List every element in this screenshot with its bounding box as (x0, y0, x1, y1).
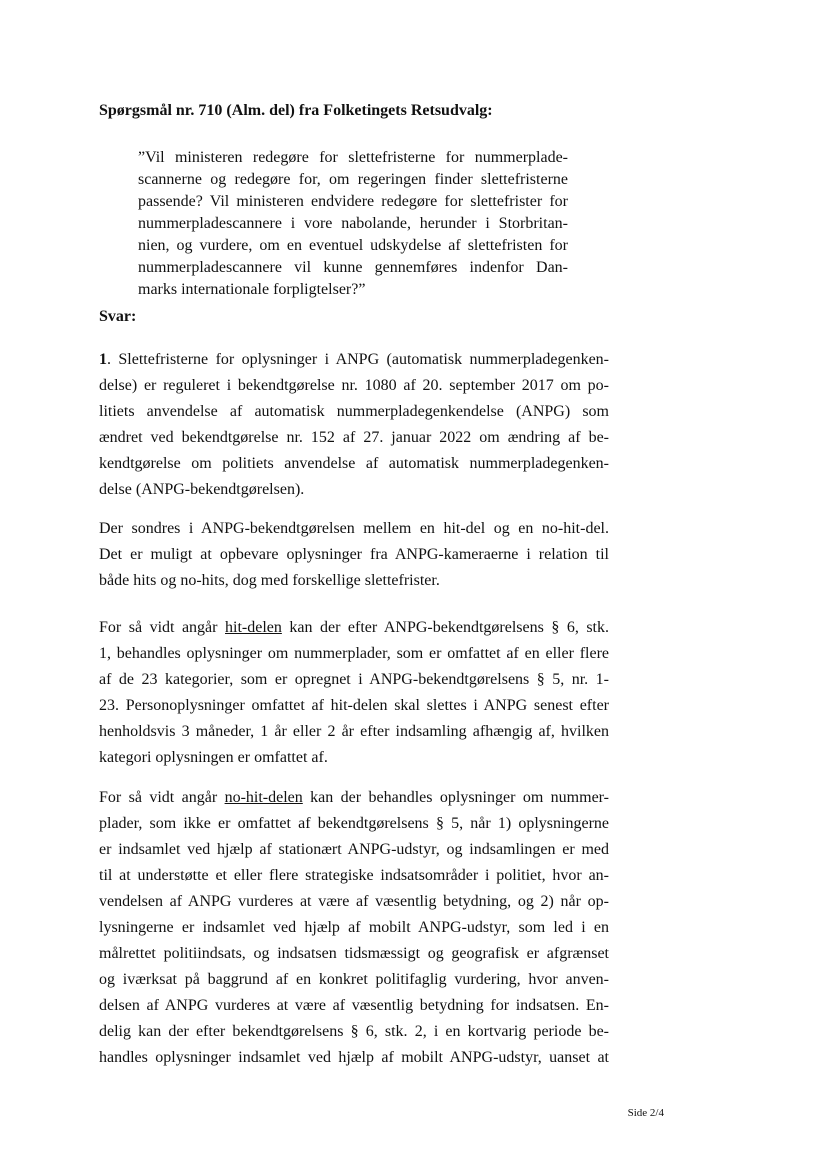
paragraph-line: delse) er reguleret i bekendtgørelse nr. 1080 af 20. september 2017 om po- (99, 377, 609, 394)
paragraph-line: til at understøtte et eller flere strategiske indsatsområder i politiet, hvor an- (99, 867, 609, 884)
paragraph-line: plader, som ikke er omfattet af bekendtgørelsens § 5, når 1) oplysningerne (99, 815, 609, 832)
paragraph-line (99, 347, 609, 373)
paragraph-text: For så vidt angår (99, 789, 225, 806)
question-quote (138, 147, 568, 301)
quote-line: passende? Vil ministeren endvidere redegøre for slettefrister for (138, 193, 568, 210)
paragraph-line: delse (ANPG-bekendtgørelsen). (99, 481, 305, 498)
quote-line: scannerne og redegøre for, om regeringen finder slettefristerne (138, 171, 568, 188)
paragraph-line: litiets anvendelse af automatisk nummerpladegenkendelse (ANPG) som (99, 403, 609, 420)
page-number: Side 2/4 (627, 1107, 664, 1119)
paragraph-line: målrettet politiindsats, og indsatsen tidsmæssigt og geografisk er afgrænset (99, 945, 609, 962)
paragraph-line: kendtgørelse om politiets anvendelse af automatisk nummerpladegenken- (99, 455, 609, 472)
paragraph-line: 23. Personoplysninger omfattet af hit-delen skal slettes i ANPG senest efter (99, 697, 609, 714)
paragraph-line: delig kan der efter bekendtgørelsens § 6, stk. 2, i en kortvarig periode be- (99, 1023, 609, 1040)
quote-line: nummerpladescannere vil kunne gennemføres indenfor Dan- (138, 259, 568, 276)
paragraph-line: Det er muligt at opbevare oplysninger fra ANPG-kameraerne i relation til (99, 546, 609, 563)
answer-heading: Svar: (99, 308, 137, 325)
paragraph-line (99, 785, 609, 811)
paragraph-line: delsen af ANPG vurderes at være af væsentlig betydning for indsatsen. En- (99, 997, 609, 1014)
paragraph-number: 1 (99, 351, 107, 368)
paragraph-line: og iværksat på baggrund af en konkret politifaglig vurdering, hvor anven- (99, 971, 609, 988)
paragraph-line: handles oplysninger indsamlet ved hjælp af mobilt ANPG-udstyr, uanset at (99, 1049, 609, 1066)
question-heading: Spørgsmål nr. 710 (Alm. del) fra Folketingets Retsudvalg: (99, 102, 493, 119)
underlined-term: hit-delen (225, 619, 282, 636)
quote-line: marks internationale forpligtelser?” (138, 281, 366, 298)
paragraph-line: både hits og no-hits, dog med forskellige slettefrister. (99, 572, 440, 589)
quote-line: ”Vil ministeren redegøre for slettefristerne for nummerplade- (138, 149, 568, 166)
quote-line: nummerpladescannere i vore nabolande, herunder i Storbritan- (138, 215, 568, 232)
paragraph-line: lysningerne er indsamlet ved hjælp af mobilt ANPG-udstyr, som led i en (99, 919, 609, 936)
paragraph-line: er indsamlet ved hjælp af stationært ANPG-udstyr, og indsamlingen er med (99, 841, 609, 858)
paragraph-line: Der sondres i ANPG-bekendtgørelsen mellem en hit-del og en no-hit-del. (99, 520, 609, 537)
answer-paragraph-1 (99, 347, 609, 503)
answer-paragraph-2 (99, 516, 609, 594)
paragraph-line: ændret ved bekendtgørelse nr. 152 af 27. januar 2022 om ændring af be- (99, 429, 609, 446)
paragraph-text: kan der efter ANPG-bekendtgørelsens § 6, stk. (281, 619, 609, 636)
paragraph-text: . Slettefristerne for oplysninger i ANPG (automatisk nummerpladegenken- (107, 351, 609, 368)
underlined-term: no-hit-delen (224, 789, 303, 806)
paragraph-line: henholdsvis 3 måneder, 1 år eller 2 år efter indsamling afhængig af, hvilken (99, 723, 609, 740)
paragraph-line: kategori oplysningen er omfattet af. (99, 749, 328, 766)
answer-paragraph-4 (99, 785, 609, 1071)
paragraph-line (99, 615, 609, 641)
quote-line: nien, og vurdere, om en eventuel udskydelse af slettefristen for (138, 237, 568, 254)
answer-paragraph-3 (99, 615, 609, 771)
paragraph-text: For så vidt angår (99, 619, 225, 636)
paragraph-line: vendelsen af ANPG vurderes at være af væsentlig betydning, og 2) når op- (99, 893, 609, 910)
paragraph-line: af de 23 kategorier, som er opregnet i ANPG-bekendtgørelsens § 5, nr. 1- (99, 671, 609, 688)
paragraph-line: 1, behandles oplysninger om nummerplader, som er omfattet af en eller flere (99, 645, 609, 662)
paragraph-text: kan der behandles oplysninger om nummer- (302, 789, 609, 806)
